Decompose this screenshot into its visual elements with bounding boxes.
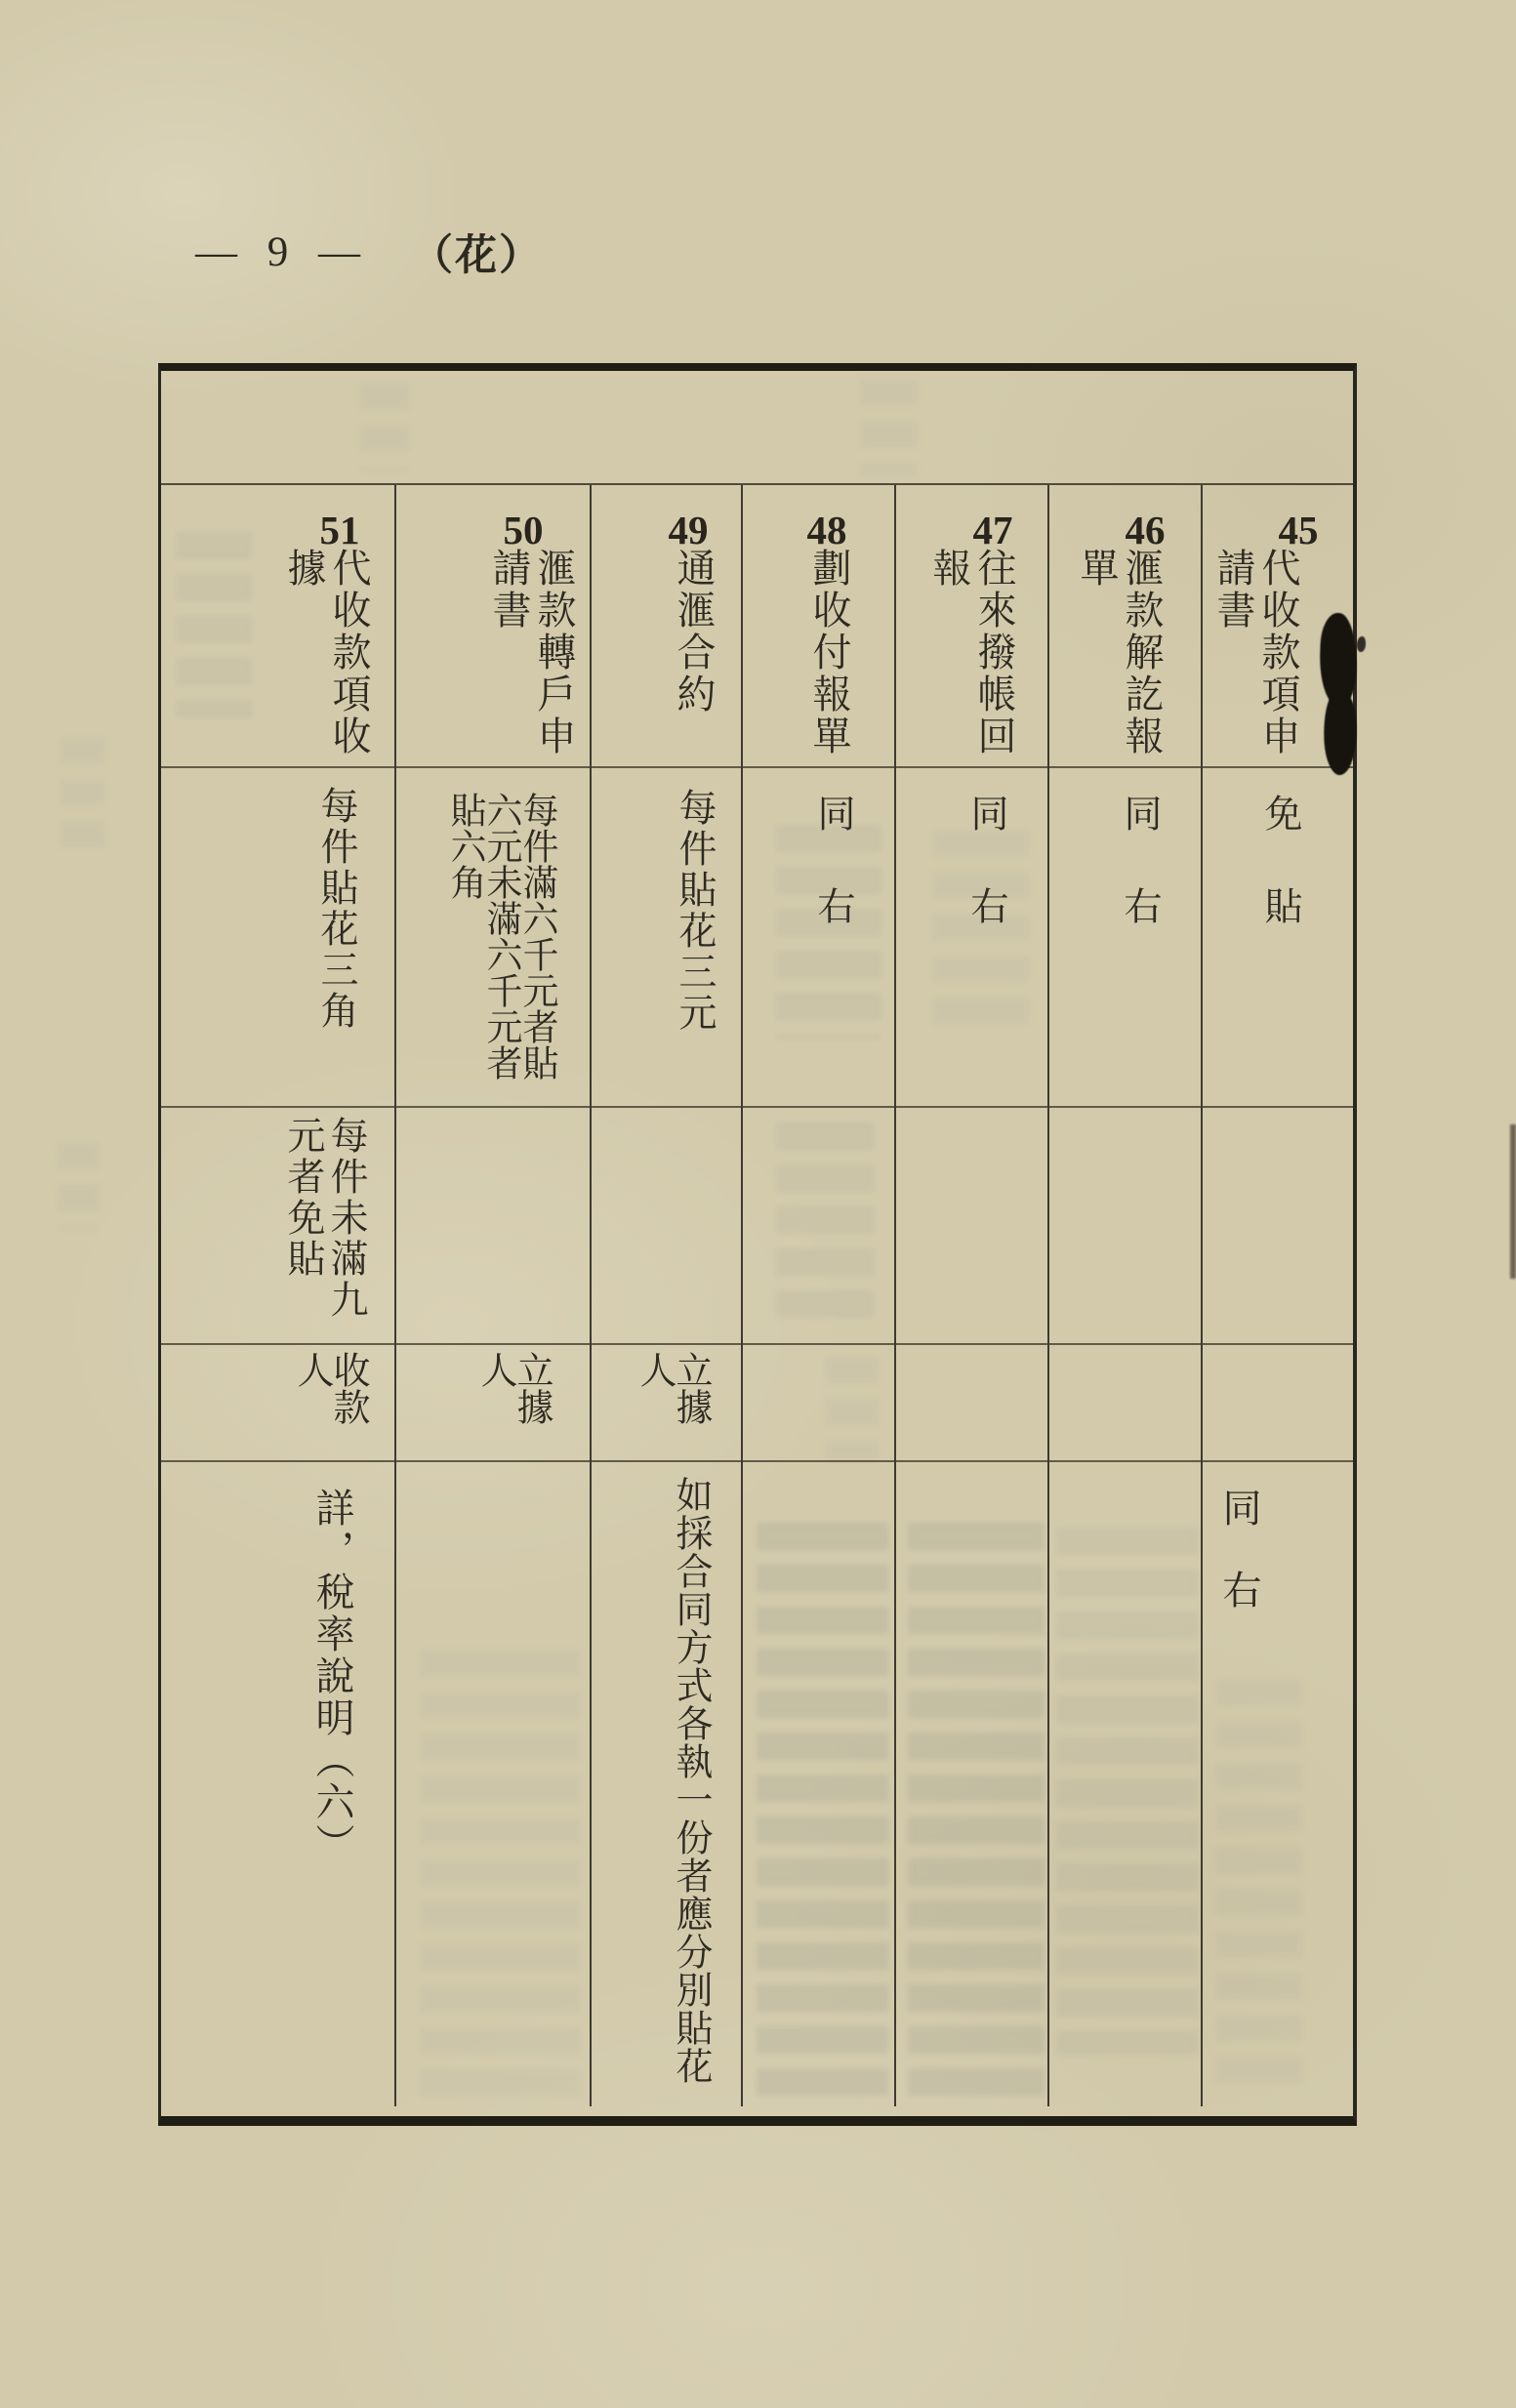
- notes-text: 詳，稅率說明（六）: [310, 1488, 354, 1865]
- column-item-46: [1047, 485, 1201, 2106]
- rate-cell: [161, 768, 394, 1108]
- exemption-cell: [161, 1108, 394, 1345]
- page-header: [195, 224, 543, 279]
- item-number: 51: [319, 508, 360, 552]
- rate-text: 同右: [965, 794, 1007, 979]
- taxpayer-cell: [743, 1345, 894, 1462]
- exemption-cell: [1203, 1108, 1353, 1345]
- rate-cell: [743, 768, 894, 1108]
- column-item-50: [394, 485, 590, 2106]
- taxpayer-cell: [896, 1345, 1047, 1462]
- item-number: 46: [1125, 508, 1166, 552]
- exemption-cell: [592, 1108, 741, 1345]
- column-item-47: [894, 485, 1047, 2106]
- item-title: 代收款項收據: [282, 548, 371, 757]
- taxpayer-text: 立據人: [474, 1351, 552, 1425]
- item-title: 通滙合約: [672, 548, 716, 715]
- exemption-cell: [396, 1108, 590, 1345]
- header-cell: [1049, 485, 1201, 768]
- rate-cell: [1049, 768, 1201, 1108]
- notes-cell: [1203, 1462, 1353, 2116]
- rate-text: 同右: [1119, 794, 1161, 979]
- notes-cell: [396, 1462, 590, 2116]
- notes-cell: [161, 1462, 394, 2116]
- column-item-51: [161, 485, 394, 2106]
- header-cell: [592, 485, 741, 768]
- notes-cell: [1049, 1462, 1201, 2116]
- taxpayer-cell: [161, 1345, 394, 1462]
- stamp-duty-table: [158, 363, 1357, 2126]
- header-cell: [396, 485, 590, 768]
- rate-text: 每件滿六千元者貼六元未滿六千元者貼六角: [444, 792, 556, 1081]
- taxpayer-cell: [1049, 1345, 1201, 1462]
- notes-text: 如採合同方式各執一份者應分別貼花: [670, 1476, 711, 2085]
- rate-text: 同右: [812, 794, 854, 979]
- rate-text: 免貼: [1259, 794, 1301, 979]
- taxpayer-cell: [1203, 1345, 1353, 1462]
- rate-text: 每件貼花三元: [674, 788, 716, 1034]
- taxpayer-text: 收款人: [291, 1351, 368, 1425]
- page-number: — 9 —: [195, 228, 370, 275]
- rate-text: 每件貼花三角: [315, 786, 357, 1032]
- item-number: 50: [503, 508, 544, 552]
- table-empty-top-band: [161, 371, 1353, 485]
- exemption-cell: [743, 1108, 894, 1345]
- rate-cell: [1203, 768, 1353, 1108]
- item-number: 47: [972, 508, 1013, 552]
- notes-cell: [896, 1462, 1047, 2116]
- exemption-text: 每件未滿九元者免貼: [282, 1116, 367, 1321]
- item-title: 代收款項申請書: [1211, 548, 1300, 757]
- exemption-cell: [896, 1108, 1047, 1345]
- item-title: 劃收付報單: [807, 548, 851, 757]
- taxpayer-cell: [396, 1345, 590, 1462]
- ink-speck: [1357, 636, 1366, 652]
- rate-cell: [896, 768, 1047, 1108]
- header-cell: [896, 485, 1047, 768]
- taxpayer-text: 立據人: [634, 1351, 711, 1425]
- volume-label: （花）: [411, 232, 543, 279]
- item-number: 49: [668, 508, 709, 552]
- exemption-cell: [1049, 1108, 1201, 1345]
- item-title: 滙款轉戶申請書: [487, 548, 576, 757]
- taxpayer-cell: [592, 1345, 741, 1462]
- notes-cell: [743, 1462, 894, 2116]
- item-title: 滙款解訖報單: [1075, 548, 1164, 757]
- rate-cell: [396, 768, 590, 1108]
- table-columns: [161, 485, 1353, 2106]
- header-cell: [743, 485, 894, 768]
- bleed-through-smudge: [57, 1142, 100, 1230]
- column-item-49: [590, 485, 741, 2106]
- item-number: 48: [806, 508, 847, 552]
- rate-cell: [592, 768, 741, 1108]
- header-cell: [161, 485, 394, 768]
- scan-edge-mark: [1510, 1124, 1516, 1279]
- column-item-48: [741, 485, 894, 2106]
- notes-cell: [592, 1462, 741, 2116]
- bleed-through-smudge: [59, 737, 105, 864]
- item-title: 往來撥帳回報: [927, 548, 1016, 757]
- notes-text: 同右: [1217, 1488, 1261, 1652]
- item-number: 45: [1278, 508, 1319, 552]
